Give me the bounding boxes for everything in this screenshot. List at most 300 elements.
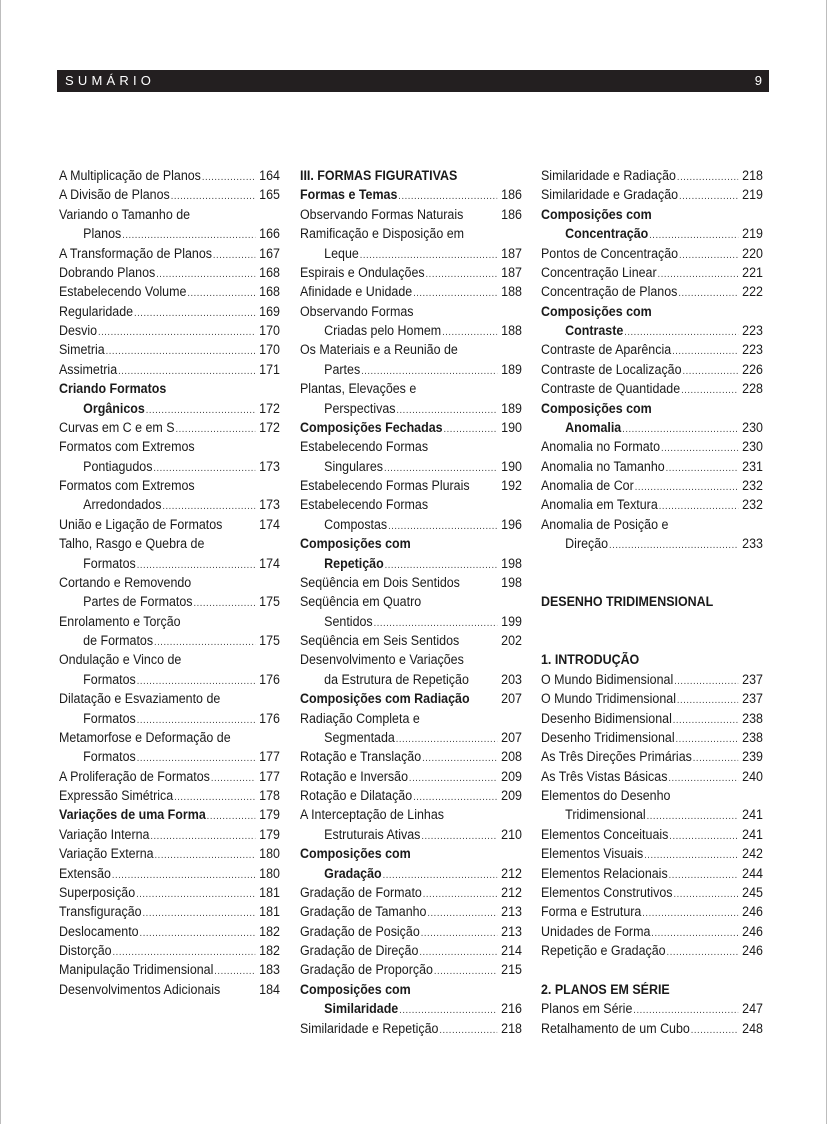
toc-entry bbox=[541, 360, 763, 379]
toc-entry-label: Planos bbox=[83, 226, 122, 242]
toc-entry bbox=[541, 864, 763, 883]
toc-entry-page: 207 bbox=[501, 729, 522, 745]
toc-entry-page: 213 bbox=[501, 904, 522, 920]
toc-entry-label: Composições Fechadas bbox=[300, 419, 443, 435]
toc-entry bbox=[300, 282, 522, 301]
toc-entry bbox=[300, 1019, 522, 1038]
toc-entry-page: 219 bbox=[742, 226, 763, 242]
toc-entry-label: Estruturais Ativas bbox=[324, 826, 421, 842]
toc-entry-label: Variação Interna bbox=[59, 826, 150, 842]
toc-entry bbox=[59, 844, 280, 863]
toc-entry-page: 223 bbox=[742, 323, 763, 338]
toc-entry-page: 207 bbox=[501, 691, 522, 707]
toc-entry-page: 238 bbox=[742, 710, 763, 726]
toc-entry bbox=[541, 476, 763, 495]
toc-entry-page: 246 bbox=[742, 943, 763, 958]
toc-entry-page: 223 bbox=[742, 342, 763, 358]
toc-entry-label: Gradação de Posição bbox=[300, 923, 420, 939]
toc-entry-page: 219 bbox=[742, 187, 763, 203]
toc-entry-label: Estabelecendo Volume bbox=[59, 284, 187, 300]
toc-entry-page: 189 bbox=[501, 400, 522, 416]
header-bar bbox=[57, 70, 769, 92]
toc-entry-page: 168 bbox=[259, 284, 280, 300]
toc-entry-label: Dobrando Planos bbox=[59, 264, 156, 280]
toc-entry bbox=[300, 941, 522, 960]
toc-entry bbox=[59, 554, 280, 573]
toc-entry bbox=[300, 495, 522, 514]
toc-entry-label: Seqüência em Dois Sentidos bbox=[300, 574, 460, 590]
toc-entry-label: Transfiguração bbox=[59, 904, 142, 920]
toc-entry-label: Similaridade bbox=[324, 1001, 399, 1017]
toc-entry-label: O Mundo Bidimensional bbox=[541, 671, 674, 687]
toc-entry-page: 177 bbox=[259, 749, 280, 765]
toc-entry bbox=[59, 922, 280, 941]
toc-entry-label: Elementos Conceituais bbox=[541, 826, 669, 842]
toc-entry bbox=[300, 592, 522, 611]
toc-entry-label: Elementos do Desenho bbox=[541, 788, 671, 803]
toc-leader-dots bbox=[667, 943, 738, 962]
toc-entry bbox=[541, 224, 763, 243]
toc-entry-page: 189 bbox=[501, 361, 522, 377]
toc-entry bbox=[541, 515, 763, 534]
toc-entry-page: 221 bbox=[742, 264, 763, 280]
toc-entry-label: Gradação de Proporção bbox=[300, 962, 433, 978]
toc-entry-label: Composições com bbox=[300, 846, 411, 862]
toc-entry-page: 214 bbox=[501, 943, 522, 958]
toc-entry-label: Enrolamento e Torção bbox=[59, 613, 181, 629]
toc-entry-page: 174 bbox=[259, 555, 280, 571]
toc-entry-page: 218 bbox=[501, 1020, 522, 1036]
toc-leader-dots bbox=[609, 536, 738, 555]
toc-entry-label: Radiação Completa e bbox=[300, 710, 420, 726]
toc-entry-label: Desenho Tridimensional bbox=[541, 729, 675, 745]
toc-entry bbox=[59, 495, 280, 514]
toc-entry bbox=[541, 805, 763, 824]
toc-entry-page: 208 bbox=[501, 749, 522, 765]
toc-entry-label: Singulares bbox=[324, 458, 384, 474]
toc-entry-label: Segmentada bbox=[324, 729, 395, 745]
toc-entry bbox=[300, 689, 522, 708]
toc-entry-page: 188 bbox=[501, 284, 522, 300]
toc-entry-page: 169 bbox=[259, 303, 280, 319]
toc-entry-page: 209 bbox=[501, 768, 522, 784]
toc-entry bbox=[300, 554, 522, 573]
toc-entry bbox=[541, 263, 763, 282]
toc-entry bbox=[59, 515, 280, 534]
toc-entry bbox=[300, 980, 522, 999]
toc-entry-page: 230 bbox=[742, 439, 763, 455]
toc-entry-label: Planos em Série bbox=[541, 1001, 633, 1017]
toc-entry-label: Os Materiais e a Reunião de bbox=[300, 342, 458, 358]
toc-entry-label: Sentidos bbox=[324, 613, 373, 629]
toc-entry bbox=[300, 205, 522, 224]
toc-entry-page: 179 bbox=[259, 826, 280, 842]
toc-entry-label: Composições com Radiação bbox=[300, 691, 470, 707]
toc-section-heading bbox=[541, 980, 763, 999]
toc-entry-page: 202 bbox=[501, 633, 522, 648]
toc-spacer bbox=[541, 554, 763, 573]
toc-entry bbox=[59, 166, 280, 185]
toc-entry bbox=[59, 476, 280, 495]
toc-entry bbox=[59, 457, 280, 476]
toc-entry-label: Estabelecendo Formas bbox=[300, 439, 429, 455]
toc-entry bbox=[541, 495, 763, 514]
toc-entry-label: Tridimensional bbox=[565, 807, 646, 823]
toc-entry bbox=[541, 534, 763, 553]
toc-entry bbox=[59, 728, 280, 747]
toc-entry-label: Variando o Tamanho de bbox=[59, 206, 191, 222]
toc-entry-page: 184 bbox=[259, 981, 280, 997]
toc-entry-label: Gradação de Formato bbox=[300, 884, 422, 900]
toc-entry bbox=[541, 689, 763, 708]
toc-entry-page: 187 bbox=[501, 264, 522, 280]
toc-entry bbox=[541, 205, 763, 224]
toc-entry-label: Deslocamento bbox=[59, 923, 139, 939]
toc-entry-label: Retalhamento de um Cubo bbox=[541, 1020, 690, 1036]
toc-entry-label: Arredondados bbox=[83, 497, 162, 513]
toc-entry-page: 172 bbox=[259, 419, 280, 435]
toc-entry-page: 186 bbox=[501, 187, 522, 203]
toc-entry-label: As Três Direções Primárias bbox=[541, 749, 692, 765]
toc-entry-label: Partes de Formatos bbox=[83, 594, 193, 610]
toc-entry-page: 168 bbox=[259, 264, 280, 280]
toc-entry-label: Estabelecendo Formas Plurais bbox=[300, 478, 470, 493]
toc-entry-page: 232 bbox=[742, 478, 763, 493]
toc-entry-page: 216 bbox=[501, 1001, 522, 1017]
toc-entry-page: 198 bbox=[501, 555, 522, 571]
toc-entry-page: 181 bbox=[259, 884, 280, 900]
toc-entry-page: 203 bbox=[501, 671, 522, 687]
toc-entry-page: 239 bbox=[742, 749, 763, 765]
toc-entry bbox=[300, 631, 522, 650]
toc-entry bbox=[59, 205, 280, 224]
toc-entry-label: Talho, Rasgo e Quebra de bbox=[59, 536, 205, 552]
toc-entry-page: 177 bbox=[259, 768, 280, 784]
toc-entry-label: Desenho Bidimensional bbox=[541, 710, 672, 726]
toc-entry-page: 164 bbox=[259, 168, 280, 183]
toc-entry-label: Estabelecendo Formas bbox=[300, 497, 429, 513]
toc-entry-page: 241 bbox=[742, 807, 763, 823]
toc-entry-label: Observando Formas Naturais bbox=[300, 206, 464, 222]
toc-entry bbox=[59, 263, 280, 282]
toc-entry bbox=[541, 418, 763, 437]
toc-entry bbox=[59, 883, 280, 902]
toc-entry-page: 237 bbox=[742, 671, 763, 687]
toc-entry bbox=[59, 767, 280, 786]
toc-entry bbox=[541, 844, 763, 863]
toc-entry-label: Formatos bbox=[83, 555, 136, 571]
toc-entry bbox=[541, 379, 763, 398]
toc-entry-label: Repetição bbox=[324, 555, 384, 571]
toc-entry-label: Elementos Construtivos bbox=[541, 884, 673, 900]
toc-entry-page: 165 bbox=[259, 187, 280, 203]
toc-entry-page: 180 bbox=[259, 846, 280, 862]
toc-entry bbox=[300, 883, 522, 902]
toc-entry-page: 209 bbox=[501, 788, 522, 803]
toc-entry bbox=[300, 728, 522, 747]
toc-entry bbox=[541, 728, 763, 747]
toc-entry-page: 175 bbox=[259, 633, 280, 648]
toc-entry-label: Anomalia de Posição e bbox=[541, 516, 669, 532]
toc-entry bbox=[59, 631, 280, 650]
toc-entry bbox=[59, 185, 280, 204]
toc-entry-label: Criadas pelo Homem bbox=[324, 323, 442, 338]
toc-entry-page: 192 bbox=[501, 478, 522, 493]
toc-entry-page: 196 bbox=[501, 516, 522, 532]
toc-entry-label: Ondulação e Vinco de bbox=[59, 652, 182, 668]
toc-entry-page: 172 bbox=[259, 400, 280, 416]
toc-entry-label: Contraste bbox=[565, 323, 624, 338]
toc-entry-page: 228 bbox=[742, 381, 763, 397]
toc-entry-page: 233 bbox=[742, 536, 763, 552]
toc-entry-label: Cortando e Removendo bbox=[59, 574, 192, 590]
toc-entry-label: Composições com bbox=[541, 400, 652, 416]
toc-entry bbox=[541, 941, 763, 960]
toc-entry bbox=[541, 709, 763, 728]
toc-entry bbox=[300, 805, 522, 824]
toc-entry bbox=[300, 534, 522, 553]
toc-entry-label: Anomalia de Cor bbox=[541, 478, 634, 493]
toc-entry-page: 230 bbox=[742, 419, 763, 435]
toc-entry-label: Direção bbox=[565, 536, 609, 552]
toc-entry bbox=[300, 999, 522, 1018]
toc-entry-page: 226 bbox=[742, 361, 763, 377]
toc-entry-label: Composições com bbox=[300, 981, 411, 997]
toc-entry bbox=[541, 302, 763, 321]
toc-entry-page: 167 bbox=[259, 245, 280, 261]
toc-entry-label: Partes bbox=[324, 361, 361, 377]
toc-entry-label: Similaridade e Gradação bbox=[541, 187, 679, 203]
page-border-left bbox=[0, 0, 1, 1124]
toc-section-heading bbox=[300, 166, 522, 185]
toc-entry-label: As Três Vistas Básicas bbox=[541, 768, 668, 784]
toc-entry-label: Formatos bbox=[83, 710, 136, 726]
toc-entry bbox=[541, 670, 763, 689]
toc-entry-label: Espirais e Ondulações bbox=[300, 264, 425, 280]
toc-entry-label: Regularidade bbox=[59, 303, 134, 319]
toc-entry bbox=[541, 244, 763, 263]
toc-entry-page: 173 bbox=[259, 497, 280, 513]
toc-entry bbox=[59, 980, 280, 999]
toc-entry bbox=[300, 960, 522, 979]
toc-entry-page: 248 bbox=[742, 1020, 763, 1036]
toc-entry-label: Repetição e Gradação bbox=[541, 943, 666, 958]
toc-entry bbox=[541, 437, 763, 456]
toc-entry bbox=[59, 321, 280, 340]
toc-entry bbox=[300, 185, 522, 204]
toc-spacer bbox=[541, 573, 763, 592]
toc-entry bbox=[541, 399, 763, 418]
toc-entry-label: Elementos Relacionais bbox=[541, 865, 668, 881]
toc-entry-label: Contraste de Localização bbox=[541, 361, 682, 377]
toc-entry-page: 237 bbox=[742, 691, 763, 707]
toc-entry-page: 246 bbox=[742, 904, 763, 920]
toc-entry bbox=[300, 709, 522, 728]
toc-entry bbox=[541, 185, 763, 204]
toc-entry-page: 171 bbox=[259, 361, 280, 377]
toc-entry-page: 199 bbox=[501, 613, 522, 629]
toc-entry bbox=[300, 825, 522, 844]
toc-entry-label: União e Ligação de Formatos bbox=[59, 516, 223, 532]
toc-entry-label: A Multiplicação de Planos bbox=[59, 168, 201, 183]
toc-entry bbox=[300, 650, 522, 669]
toc-entry-label: Rotação e Translação bbox=[300, 749, 422, 765]
toc-entry-label: Formatos com Extremos bbox=[59, 478, 195, 493]
toc-entry-label: Elementos Visuais bbox=[541, 846, 644, 862]
toc-entry-page: 180 bbox=[259, 865, 280, 881]
toc-entry-page: 190 bbox=[501, 458, 522, 474]
toc-entry-label: Concentração bbox=[565, 226, 649, 242]
toc-entry bbox=[300, 864, 522, 883]
toc-entry-label: Leque bbox=[324, 245, 359, 261]
toc-entry-label: Concentração Linear bbox=[541, 264, 657, 280]
toc-section-heading bbox=[541, 592, 763, 611]
toc-entry bbox=[541, 825, 763, 844]
toc-entry-page: 190 bbox=[501, 419, 522, 435]
toc-entry-page: 242 bbox=[742, 846, 763, 862]
toc-entry bbox=[300, 457, 522, 476]
toc-entry-page: 182 bbox=[259, 923, 280, 939]
toc-entry bbox=[59, 399, 280, 418]
toc-entry bbox=[300, 302, 522, 321]
toc-entry bbox=[59, 650, 280, 669]
toc-entry bbox=[59, 864, 280, 883]
toc-entry-page: 210 bbox=[501, 826, 522, 842]
toc-entry-page: 215 bbox=[501, 962, 522, 978]
toc-entry-label: Gradação bbox=[324, 865, 382, 881]
toc-entry bbox=[59, 244, 280, 263]
toc-entry-label: Simetria bbox=[59, 342, 105, 358]
toc-entry bbox=[300, 844, 522, 863]
toc-entry-page: 247 bbox=[742, 1001, 763, 1017]
toc-entry bbox=[300, 340, 522, 359]
toc-entry-label: Variação Externa bbox=[59, 846, 154, 862]
toc-entry bbox=[300, 573, 522, 592]
toc-entry bbox=[300, 670, 522, 689]
toc-entry-label: Composições com bbox=[541, 303, 652, 319]
toc-entry-label: Composições com bbox=[300, 536, 411, 552]
toc-entry-label: Contraste de Quantidade bbox=[541, 381, 681, 397]
toc-entry-label: Forma e Estrutura bbox=[541, 904, 642, 920]
toc-entry bbox=[59, 592, 280, 611]
toc-entry-label: Formas e Temas bbox=[300, 187, 398, 203]
toc-entry-label: de Formatos bbox=[83, 633, 154, 648]
toc-entry bbox=[59, 709, 280, 728]
toc-entry-label: Gradação de Tamanho bbox=[300, 904, 427, 920]
toc-entry-label: Seqüência em Seis Sentidos bbox=[300, 633, 460, 648]
toc-entry-label: Contraste de Aparência bbox=[541, 342, 672, 358]
toc-entry-label: 1. INTRODUÇÃO bbox=[541, 652, 640, 668]
toc-entry-page: 166 bbox=[259, 226, 280, 242]
header-title: SUMÁRIO bbox=[65, 73, 156, 88]
toc-entry-label: A Interceptação de Linhas bbox=[300, 807, 445, 823]
toc-entry-label: A Divisão de Planos bbox=[59, 187, 170, 203]
toc-entry-label: DESENHO TRIDIMENSIONAL bbox=[541, 594, 714, 610]
toc-section-heading bbox=[541, 650, 763, 669]
toc-column-1 bbox=[59, 166, 280, 999]
toc-entry bbox=[59, 282, 280, 301]
toc-entry-page: 212 bbox=[501, 884, 522, 900]
toc-entry-label: Anomalia no Tamanho bbox=[541, 458, 665, 474]
toc-entry bbox=[59, 379, 280, 398]
toc-entry-page: 218 bbox=[742, 168, 763, 183]
toc-entry bbox=[300, 612, 522, 631]
toc-entry-label: Distorção bbox=[59, 943, 112, 958]
toc-entry-page: 175 bbox=[259, 594, 280, 610]
toc-column-2 bbox=[300, 166, 522, 1038]
toc-entry-label: Seqüência em Quatro bbox=[300, 594, 422, 610]
toc-entry-label: Criando Formatos bbox=[59, 381, 167, 397]
toc-entry-page: 178 bbox=[259, 788, 280, 803]
toc-entry bbox=[59, 573, 280, 592]
toc-entry bbox=[541, 767, 763, 786]
toc-entry-label: Ramificação e Disposição em bbox=[300, 226, 465, 242]
toc-entry-label: Plantas, Elevações e bbox=[300, 381, 417, 397]
toc-entry-label: Rotação e Inversão bbox=[300, 768, 408, 784]
toc-entry-label: Extensão bbox=[59, 865, 111, 881]
toc-entry-label: Formatos com Extremos bbox=[59, 439, 195, 455]
toc-entry-label: Concentração de Planos bbox=[541, 284, 678, 300]
toc-entry-label: Anomalia em Textura bbox=[541, 497, 658, 513]
toc-entry-page: 179 bbox=[259, 807, 280, 823]
toc-entry-label: Afinidade e Unidade bbox=[300, 284, 413, 300]
toc-entry bbox=[59, 302, 280, 321]
toc-entry-page: 198 bbox=[501, 574, 522, 590]
toc-entry bbox=[300, 437, 522, 456]
toc-entry-page: 213 bbox=[501, 923, 522, 939]
toc-entry-label: Formatos bbox=[83, 671, 136, 687]
toc-entry-page: 170 bbox=[259, 342, 280, 358]
toc-spacer bbox=[541, 612, 763, 631]
toc-entry bbox=[59, 670, 280, 689]
toc-entry-page: 173 bbox=[259, 458, 280, 474]
toc-entry-page: 222 bbox=[742, 284, 763, 300]
toc-entry-page: 220 bbox=[742, 245, 763, 261]
toc-entry-page: 245 bbox=[742, 884, 763, 900]
toc-entry-page: 241 bbox=[742, 826, 763, 842]
toc-entry-label: Variações de uma Forma bbox=[59, 807, 206, 823]
toc-entry bbox=[300, 399, 522, 418]
toc-entry-page: 238 bbox=[742, 729, 763, 745]
toc-entry bbox=[59, 689, 280, 708]
toc-entry bbox=[59, 805, 280, 824]
toc-entry-label: III. FORMAS FIGURATIVAS bbox=[300, 168, 458, 183]
toc-entry-page: 174 bbox=[259, 516, 280, 532]
toc-entry-label: Formatos bbox=[83, 749, 136, 765]
toc-entry-label: da Estrutura de Repetição bbox=[324, 671, 469, 687]
toc-entry-label: Similaridade e Repetição bbox=[300, 1020, 439, 1036]
toc-entry bbox=[59, 786, 280, 805]
toc-entry-label: 2. PLANOS EM SÉRIE bbox=[541, 981, 670, 997]
toc-entry bbox=[300, 263, 522, 282]
toc-entry bbox=[300, 321, 522, 340]
toc-entry-label: Curvas em C e em S bbox=[59, 419, 175, 435]
toc-entry bbox=[541, 922, 763, 941]
toc-entry-label: Desvio bbox=[59, 323, 98, 338]
toc-leader-dots bbox=[439, 1021, 496, 1040]
toc-entry bbox=[541, 1019, 763, 1038]
toc-entry bbox=[59, 902, 280, 921]
toc-entry bbox=[59, 534, 280, 553]
toc-entry-page: 232 bbox=[742, 497, 763, 513]
toc-entry bbox=[541, 166, 763, 185]
toc-entry bbox=[300, 922, 522, 941]
toc-entry-page: 176 bbox=[259, 710, 280, 726]
toc-entry-label: Unidades de Forma bbox=[541, 923, 651, 939]
toc-entry-label: Anomalia no Formato bbox=[541, 439, 661, 455]
toc-entry bbox=[59, 825, 280, 844]
toc-entry-page: 176 bbox=[259, 671, 280, 687]
